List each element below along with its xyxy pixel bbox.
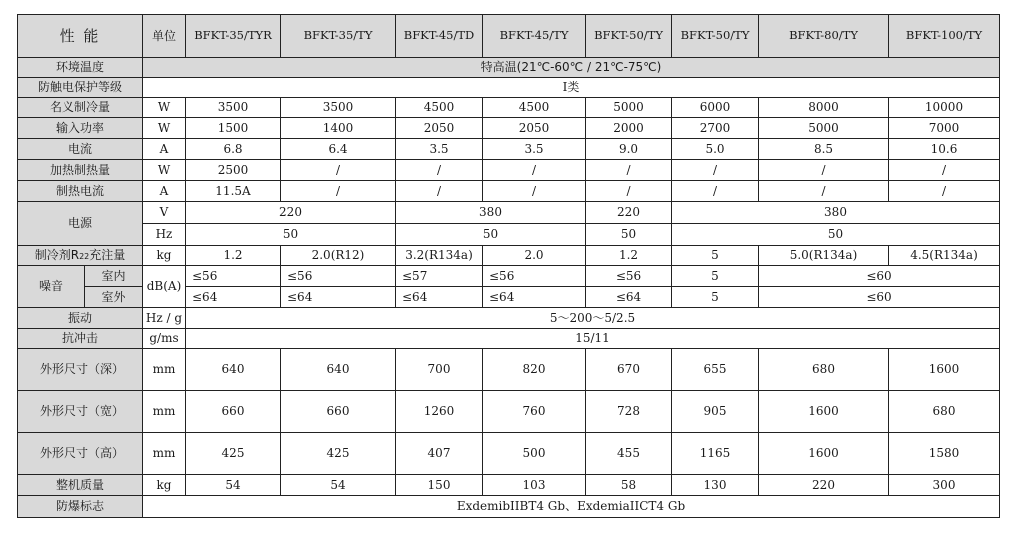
width-cell: 680 <box>889 391 1000 433</box>
header-model: BFKT-100/TY <box>889 15 1000 58</box>
heating-cell: / <box>586 160 672 181</box>
supply-hz-cell: 50 <box>672 224 1000 246</box>
heating-cell: / <box>759 160 889 181</box>
refrigerant-row <box>18 246 1000 266</box>
current-cell: 3.5 <box>396 139 483 160</box>
depth-cell: 1600 <box>889 349 1000 391</box>
heating-cell: 2500 <box>186 160 281 181</box>
heating-unit: W <box>143 160 186 181</box>
explosion-value: ExdemibIIBT4 Gb、ExdemiaIICT4 Gb <box>143 496 1000 518</box>
refrigerant-unit: kg <box>143 246 186 266</box>
header-model: BFKT-35/TYR <box>186 15 281 58</box>
weight-cell: 150 <box>396 475 483 496</box>
heating-row <box>18 160 1000 181</box>
explosion-row <box>18 496 1000 518</box>
supply-hz-unit: Hz <box>143 224 186 246</box>
weight-cell: 103 <box>483 475 586 496</box>
heat-current-unit: A <box>143 181 186 202</box>
power-cell: 2700 <box>672 118 759 139</box>
header-model: BFKT-80/TY <box>759 15 889 58</box>
heating-label: 加热制热量 <box>18 160 143 181</box>
supply-hz-cell: 50 <box>186 224 396 246</box>
supply-v-row <box>18 202 1000 224</box>
current-unit: A <box>143 139 186 160</box>
weight-cell: 130 <box>672 475 759 496</box>
noise-indoor-cell: ≤57 <box>396 266 483 287</box>
refrigerant-label: 制冷剂R22充注量 <box>18 246 143 266</box>
refrigerant-cell: 2.0 <box>483 246 586 266</box>
power-cell: 1500 <box>186 118 281 139</box>
cooling-cell: 10000 <box>889 98 1000 118</box>
vibration-row <box>18 308 1000 329</box>
cooling-cell: 3500 <box>186 98 281 118</box>
noise-outdoor-cell: ≤64 <box>186 287 281 308</box>
env-row <box>18 58 1000 78</box>
width-cell: 1600 <box>759 391 889 433</box>
depth-cell: 640 <box>281 349 396 391</box>
header-row <box>18 15 1000 58</box>
shock-label: 抗冲击 <box>18 329 143 349</box>
heat-current-cell: / <box>672 181 759 202</box>
current-cell: 5.0 <box>672 139 759 160</box>
refrigerant-cell: 2.0(R12) <box>281 246 396 266</box>
width-row <box>18 391 1000 433</box>
current-cell: 3.5 <box>483 139 586 160</box>
depth-cell: 670 <box>586 349 672 391</box>
width-cell: 1260 <box>396 391 483 433</box>
cooling-cell: 4500 <box>483 98 586 118</box>
env-label: 环境温度 <box>18 58 143 78</box>
noise-outdoor-cell: 5 <box>672 287 759 308</box>
height-cell: 1600 <box>759 433 889 475</box>
depth-row <box>18 349 1000 391</box>
supply-v-cell: 380 <box>396 202 586 224</box>
supply-v-cell: 220 <box>586 202 672 224</box>
header-model: BFKT-45/TY <box>483 15 586 58</box>
current-row <box>18 139 1000 160</box>
header-unit: 单位 <box>143 15 186 58</box>
vibration-unit: Hz / g <box>143 308 186 329</box>
noise-indoor-cell: ≤56 <box>186 266 281 287</box>
heat-current-row <box>18 181 1000 202</box>
refrigerant-cell: 1.2 <box>186 246 281 266</box>
current-label: 电流 <box>18 139 143 160</box>
weight-row <box>18 475 1000 496</box>
weight-unit: kg <box>143 475 186 496</box>
supply-v-unit: V <box>143 202 186 224</box>
cooling-cell: 3500 <box>281 98 396 118</box>
heat-current-cell: / <box>281 181 396 202</box>
header-model: BFKT-35/TY <box>281 15 396 58</box>
refrigerant-cell: 5 <box>672 246 759 266</box>
heat-current-cell: / <box>586 181 672 202</box>
supply-hz-cell: 50 <box>586 224 672 246</box>
supply-v-cell: 380 <box>672 202 1000 224</box>
supply-v-cell: 220 <box>186 202 396 224</box>
noise-indoor-cell: 5 <box>672 266 759 287</box>
width-cell: 760 <box>483 391 586 433</box>
depth-label: 外形尺寸（深） <box>18 349 143 391</box>
supply-label: 电源 <box>18 202 143 246</box>
header-property: 性 能 <box>18 15 143 58</box>
power-cell: 5000 <box>759 118 889 139</box>
supply-hz-row <box>18 224 1000 246</box>
noise-indoor-cell: ≤60 <box>759 266 1000 287</box>
header-model: BFKT-50/TY <box>586 15 672 58</box>
weight-label: 整机质量 <box>18 475 143 496</box>
power-unit: W <box>143 118 186 139</box>
height-label: 外形尺寸（高） <box>18 433 143 475</box>
heat-current-cell: / <box>396 181 483 202</box>
heating-cell: / <box>483 160 586 181</box>
power-cell: 2050 <box>396 118 483 139</box>
current-cell: 6.8 <box>186 139 281 160</box>
noise-indoor-cell: ≤56 <box>483 266 586 287</box>
width-cell: 905 <box>672 391 759 433</box>
shock-value: 15/11 <box>186 329 1000 349</box>
weight-cell: 220 <box>759 475 889 496</box>
noise-unit: dB(A) <box>143 266 186 308</box>
power-cell: 1400 <box>281 118 396 139</box>
power-row <box>18 118 1000 139</box>
supply-hz-cell: 50 <box>396 224 586 246</box>
cooling-cell: 4500 <box>396 98 483 118</box>
noise-indoor-cell: ≤56 <box>281 266 396 287</box>
depth-cell: 680 <box>759 349 889 391</box>
noise-indoor-label: 室内 <box>85 266 143 287</box>
refrigerant-cell: 3.2(R134a) <box>396 246 483 266</box>
cooling-label: 名义制冷量 <box>18 98 143 118</box>
heat-current-cell: 11.5A <box>186 181 281 202</box>
shock-row <box>18 329 1000 349</box>
weight-cell: 54 <box>281 475 396 496</box>
width-cell: 660 <box>281 391 396 433</box>
heat-current-label: 制热电流 <box>18 181 143 202</box>
width-cell: 660 <box>186 391 281 433</box>
current-cell: 9.0 <box>586 139 672 160</box>
height-row <box>18 433 1000 475</box>
protect-label: 防触电保护等级 <box>18 78 143 98</box>
height-unit: mm <box>143 433 186 475</box>
depth-cell: 820 <box>483 349 586 391</box>
vibration-label: 振动 <box>18 308 143 329</box>
protect-value: I类 <box>143 78 1000 98</box>
height-cell: 455 <box>586 433 672 475</box>
env-value: 特高温(21℃-60℃ / 21℃-75℃) <box>143 58 1000 78</box>
weight-cell: 58 <box>586 475 672 496</box>
height-cell: 407 <box>396 433 483 475</box>
width-cell: 728 <box>586 391 672 433</box>
height-cell: 500 <box>483 433 586 475</box>
height-cell: 1580 <box>889 433 1000 475</box>
cooling-unit: W <box>143 98 186 118</box>
refrigerant-cell: 1.2 <box>586 246 672 266</box>
noise-label: 噪音 <box>18 266 85 308</box>
noise-outdoor-cell: ≤64 <box>281 287 396 308</box>
protect-row <box>18 78 1000 98</box>
power-cell: 2050 <box>483 118 586 139</box>
noise-outdoor-cell: ≤64 <box>586 287 672 308</box>
current-cell: 10.6 <box>889 139 1000 160</box>
refrigerant-cell: 5.0(R134a) <box>759 246 889 266</box>
refrigerant-cell: 4.5(R134a) <box>889 246 1000 266</box>
weight-cell: 54 <box>186 475 281 496</box>
noise-outdoor-cell: ≤64 <box>396 287 483 308</box>
heating-cell: / <box>396 160 483 181</box>
spec-table <box>17 14 1000 518</box>
noise-indoor-cell: ≤56 <box>586 266 672 287</box>
noise-outdoor-cell: ≤64 <box>483 287 586 308</box>
cooling-cell: 8000 <box>759 98 889 118</box>
noise-outdoor-label: 室外 <box>85 287 143 308</box>
power-cell: 2000 <box>586 118 672 139</box>
cooling-row <box>18 98 1000 118</box>
depth-cell: 700 <box>396 349 483 391</box>
current-cell: 8.5 <box>759 139 889 160</box>
explosion-label: 防爆标志 <box>18 496 143 518</box>
noise-indoor-row <box>18 266 1000 287</box>
height-cell: 425 <box>281 433 396 475</box>
cooling-cell: 6000 <box>672 98 759 118</box>
height-cell: 1165 <box>672 433 759 475</box>
heating-cell: / <box>672 160 759 181</box>
shock-unit: g/ms <box>143 329 186 349</box>
cooling-cell: 5000 <box>586 98 672 118</box>
width-unit: mm <box>143 391 186 433</box>
current-cell: 6.4 <box>281 139 396 160</box>
depth-cell: 640 <box>186 349 281 391</box>
vibration-value: 5～200～5/2.5 <box>186 308 1000 329</box>
heating-cell: / <box>889 160 1000 181</box>
heating-cell: / <box>281 160 396 181</box>
height-cell: 425 <box>186 433 281 475</box>
power-label: 输入功率 <box>18 118 143 139</box>
depth-unit: mm <box>143 349 186 391</box>
weight-cell: 300 <box>889 475 1000 496</box>
power-cell: 7000 <box>889 118 1000 139</box>
heat-current-cell: / <box>483 181 586 202</box>
width-label: 外形尺寸（宽） <box>18 391 143 433</box>
header-model: BFKT-45/TD <box>396 15 483 58</box>
depth-cell: 655 <box>672 349 759 391</box>
header-model: BFKT-50/TY <box>672 15 759 58</box>
noise-outdoor-cell: ≤60 <box>759 287 1000 308</box>
heat-current-cell: / <box>889 181 1000 202</box>
heat-current-cell: / <box>759 181 889 202</box>
